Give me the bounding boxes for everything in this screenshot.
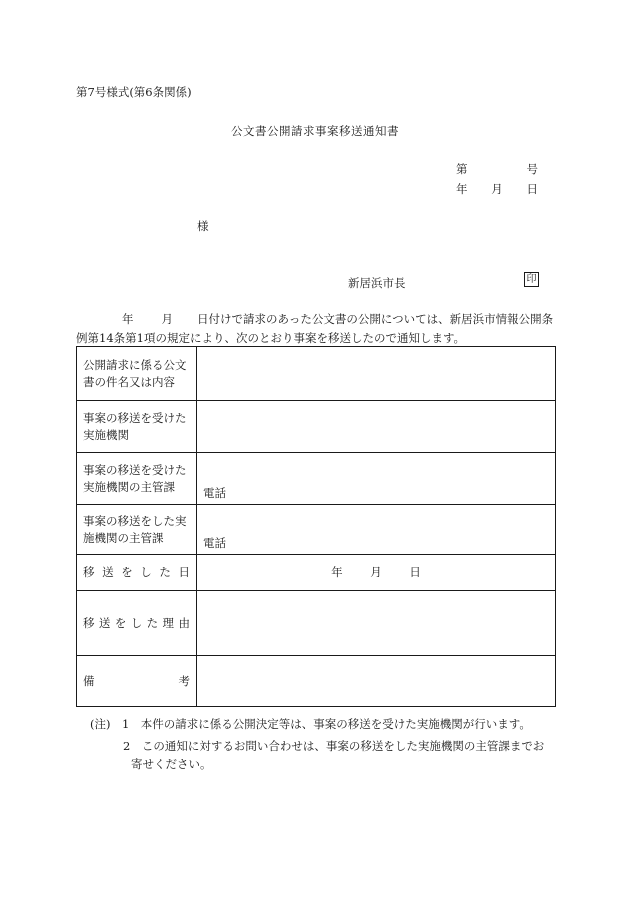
transfer-date-label-char: た <box>159 565 171 579</box>
note-1 <box>90 716 531 732</box>
number-prefix: 第 <box>456 162 468 176</box>
table-row <box>77 453 556 505</box>
row-value-receiving-section <box>197 453 556 505</box>
issue-year: 年 <box>456 182 468 196</box>
table-row <box>77 555 556 591</box>
transfer-reason-label-char: 送 <box>98 615 111 630</box>
body-month: 月 <box>161 312 173 326</box>
row-value-remarks <box>197 656 556 707</box>
row-label-remarks <box>77 656 197 707</box>
row-value-transfer-reason <box>197 591 556 656</box>
row-label-transfer-date <box>77 555 197 591</box>
seal-mark: 印 <box>524 272 539 287</box>
table-row <box>77 347 556 401</box>
transfer-date-label-char: 移 <box>83 565 95 579</box>
row-value-receiving-agency <box>197 401 556 453</box>
transferring-tel-label: 電話 <box>203 536 226 550</box>
transfer-reason-label-char: し <box>130 615 143 630</box>
transfer-month: 月 <box>370 565 382 579</box>
note-2: 2 この通知に対するお問い合わせは、事案の移送をした実施機関の主管課までお <box>123 739 545 753</box>
remarks-label-char: 考 <box>178 673 190 688</box>
row-label-transferring-section: 事案の移送をした実施機関の主管課 <box>77 505 197 555</box>
table-row <box>77 591 556 656</box>
transfer-reason-label <box>83 615 190 632</box>
remarks-label <box>83 673 190 690</box>
addressee-suffix: 様 <box>197 219 209 233</box>
row-value-subject <box>197 347 556 401</box>
transfer-reason-label-char: た <box>146 615 159 630</box>
transfer-date-label <box>83 564 190 581</box>
row-label-subject: 公開請求に係る公文書の件名又は内容 <box>77 347 197 401</box>
issue-day: 日 <box>526 182 538 196</box>
issue-month: 月 <box>491 182 503 196</box>
transfer-reason-label-char: 理 <box>162 615 175 630</box>
note-label: (注) <box>90 717 111 731</box>
note-item-1: 1 本件の請求に係る公開決定等は、事案の移送を受けた実施機関が行います。 <box>121 717 531 731</box>
body-paragraph <box>76 310 556 348</box>
transfer-reason-label-char: 移 <box>83 615 95 630</box>
row-value-transferring-section <box>197 505 556 555</box>
issue-date-line <box>456 181 538 197</box>
table-row <box>77 505 556 555</box>
transfer-reason-label-char: を <box>114 615 127 630</box>
row-label-transfer-reason <box>77 591 197 656</box>
remarks-label-char: 備 <box>83 673 95 688</box>
transfer-reason-label-char: 由 <box>178 615 190 630</box>
transfer-date-label-char: を <box>121 565 133 579</box>
transfer-date-label-char: 送 <box>102 565 114 579</box>
table-row <box>77 656 556 707</box>
transfer-year: 年 <box>331 565 343 579</box>
transfer-day: 日 <box>409 565 421 579</box>
note-2-continued: 寄せください。 <box>131 757 212 771</box>
transfer-date-label-char: 日 <box>178 565 190 579</box>
document-title: 公文書公開請求事案移送通知書 <box>231 124 399 138</box>
row-value-transfer-date <box>197 555 556 591</box>
number-suffix: 号 <box>526 162 538 176</box>
row-label-receiving-section: 事案の移送を受けた実施機関の主管課 <box>77 453 197 505</box>
sender-name: 新居浜市長 <box>348 276 406 290</box>
document-number-line <box>456 161 538 177</box>
body-year: 年 <box>122 312 134 326</box>
body-text: 日付けで請求のあった公文書の公開については、新居浜市情報公開条例第14条第1項の規定により、次のとおり事案を移送したので通知します。 <box>76 312 554 345</box>
row-label-receiving-agency: 事案の移送を受けた実施機関 <box>77 401 197 453</box>
receiving-tel-label: 電話 <box>203 486 226 500</box>
table-row <box>77 401 556 453</box>
form-number: 第7号様式(第6条関係) <box>76 85 192 99</box>
transfer-details-table <box>76 346 556 707</box>
transfer-date-label-char: し <box>140 565 152 579</box>
